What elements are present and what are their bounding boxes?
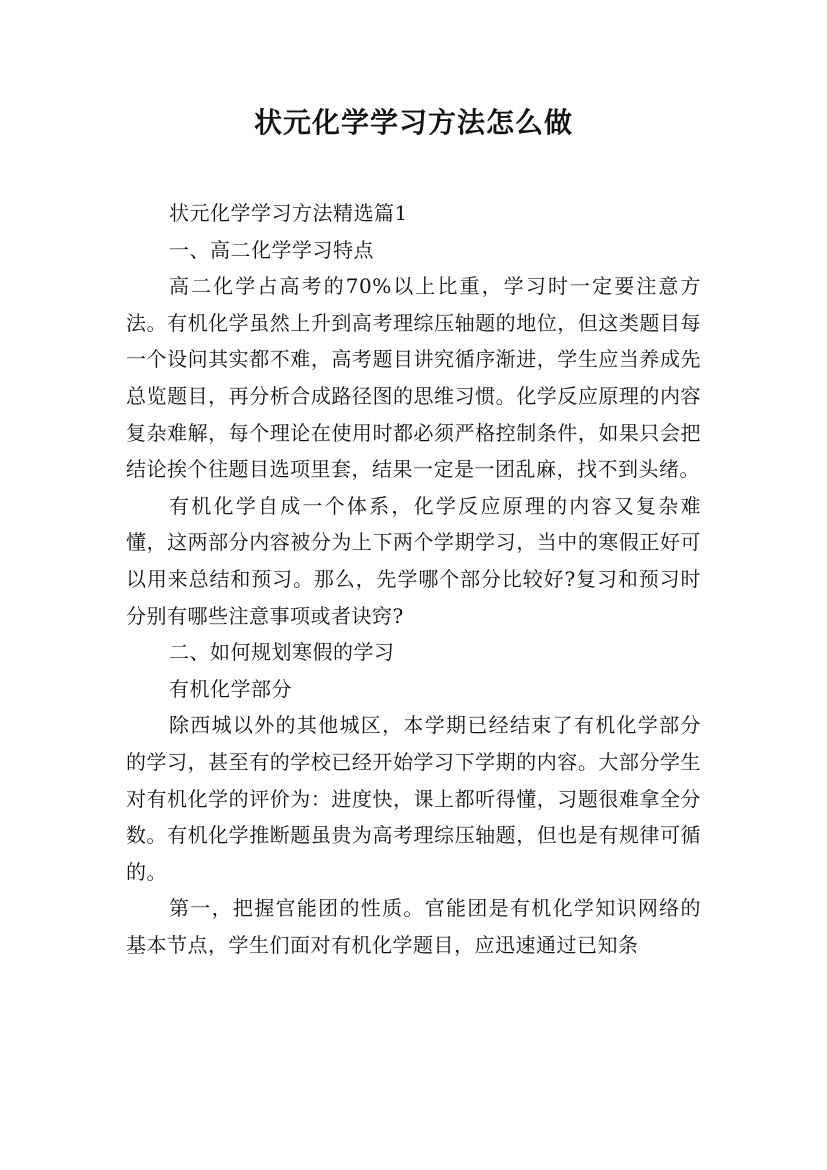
body-paragraph: 高二化学占高考的70%以上比重，学习时一定要注意方法。有机化学虽然上升到高考理综压轴题的地位，但这类题目每一个设问其实都不难，高考题目讲究循序渐进，学生应当养成先总览题目，再分析合成路径图的思维习惯。化学反应原理的内容复杂难解，每个理论在使用时都必须严格控制条件，如果只会把结论挨个往题目选项里套，结果一定是一团乱麻，找不到头绪。	[126, 274, 701, 482]
body-paragraph: 除西城以外的其他城区，本学期已经结束了有机化学部分的学习，甚至有的学校已经开始学习下学期的内容。大部分学生对有机化学的评价为：进度快，课上都听得懂，习题很难拿全分数。有机化学推断题虽贵为高考理综压轴题，但也是有规律可循的。	[126, 713, 701, 884]
subsection-heading: 二、如何规划寒假的学习	[169, 640, 395, 665]
topic-heading: 有机化学部分	[169, 676, 292, 701]
document-body	[126, 195, 701, 963]
section-heading: 状元化学学习方法精选篇1	[169, 201, 408, 225]
subsection-heading: 一、高二化学学习特点	[169, 237, 374, 262]
body-paragraph: 有机化学自成一个体系，化学反应原理的内容又复杂难懂，这两部分内容被分为上下两个学期学习，当中的寒假正好可以用来总结和预习。那么，先学哪个部分比较好?复习和预习时分别有哪些注意事项或者诀窍?	[126, 493, 701, 628]
body-paragraph: 第一，把握官能团的性质。官能团是有机化学知识网络的基本节点，学生们面对有机化学题目，应迅速通过已知条	[126, 896, 701, 957]
document-title: 状元化学学习方法怎么做	[253, 106, 573, 139]
